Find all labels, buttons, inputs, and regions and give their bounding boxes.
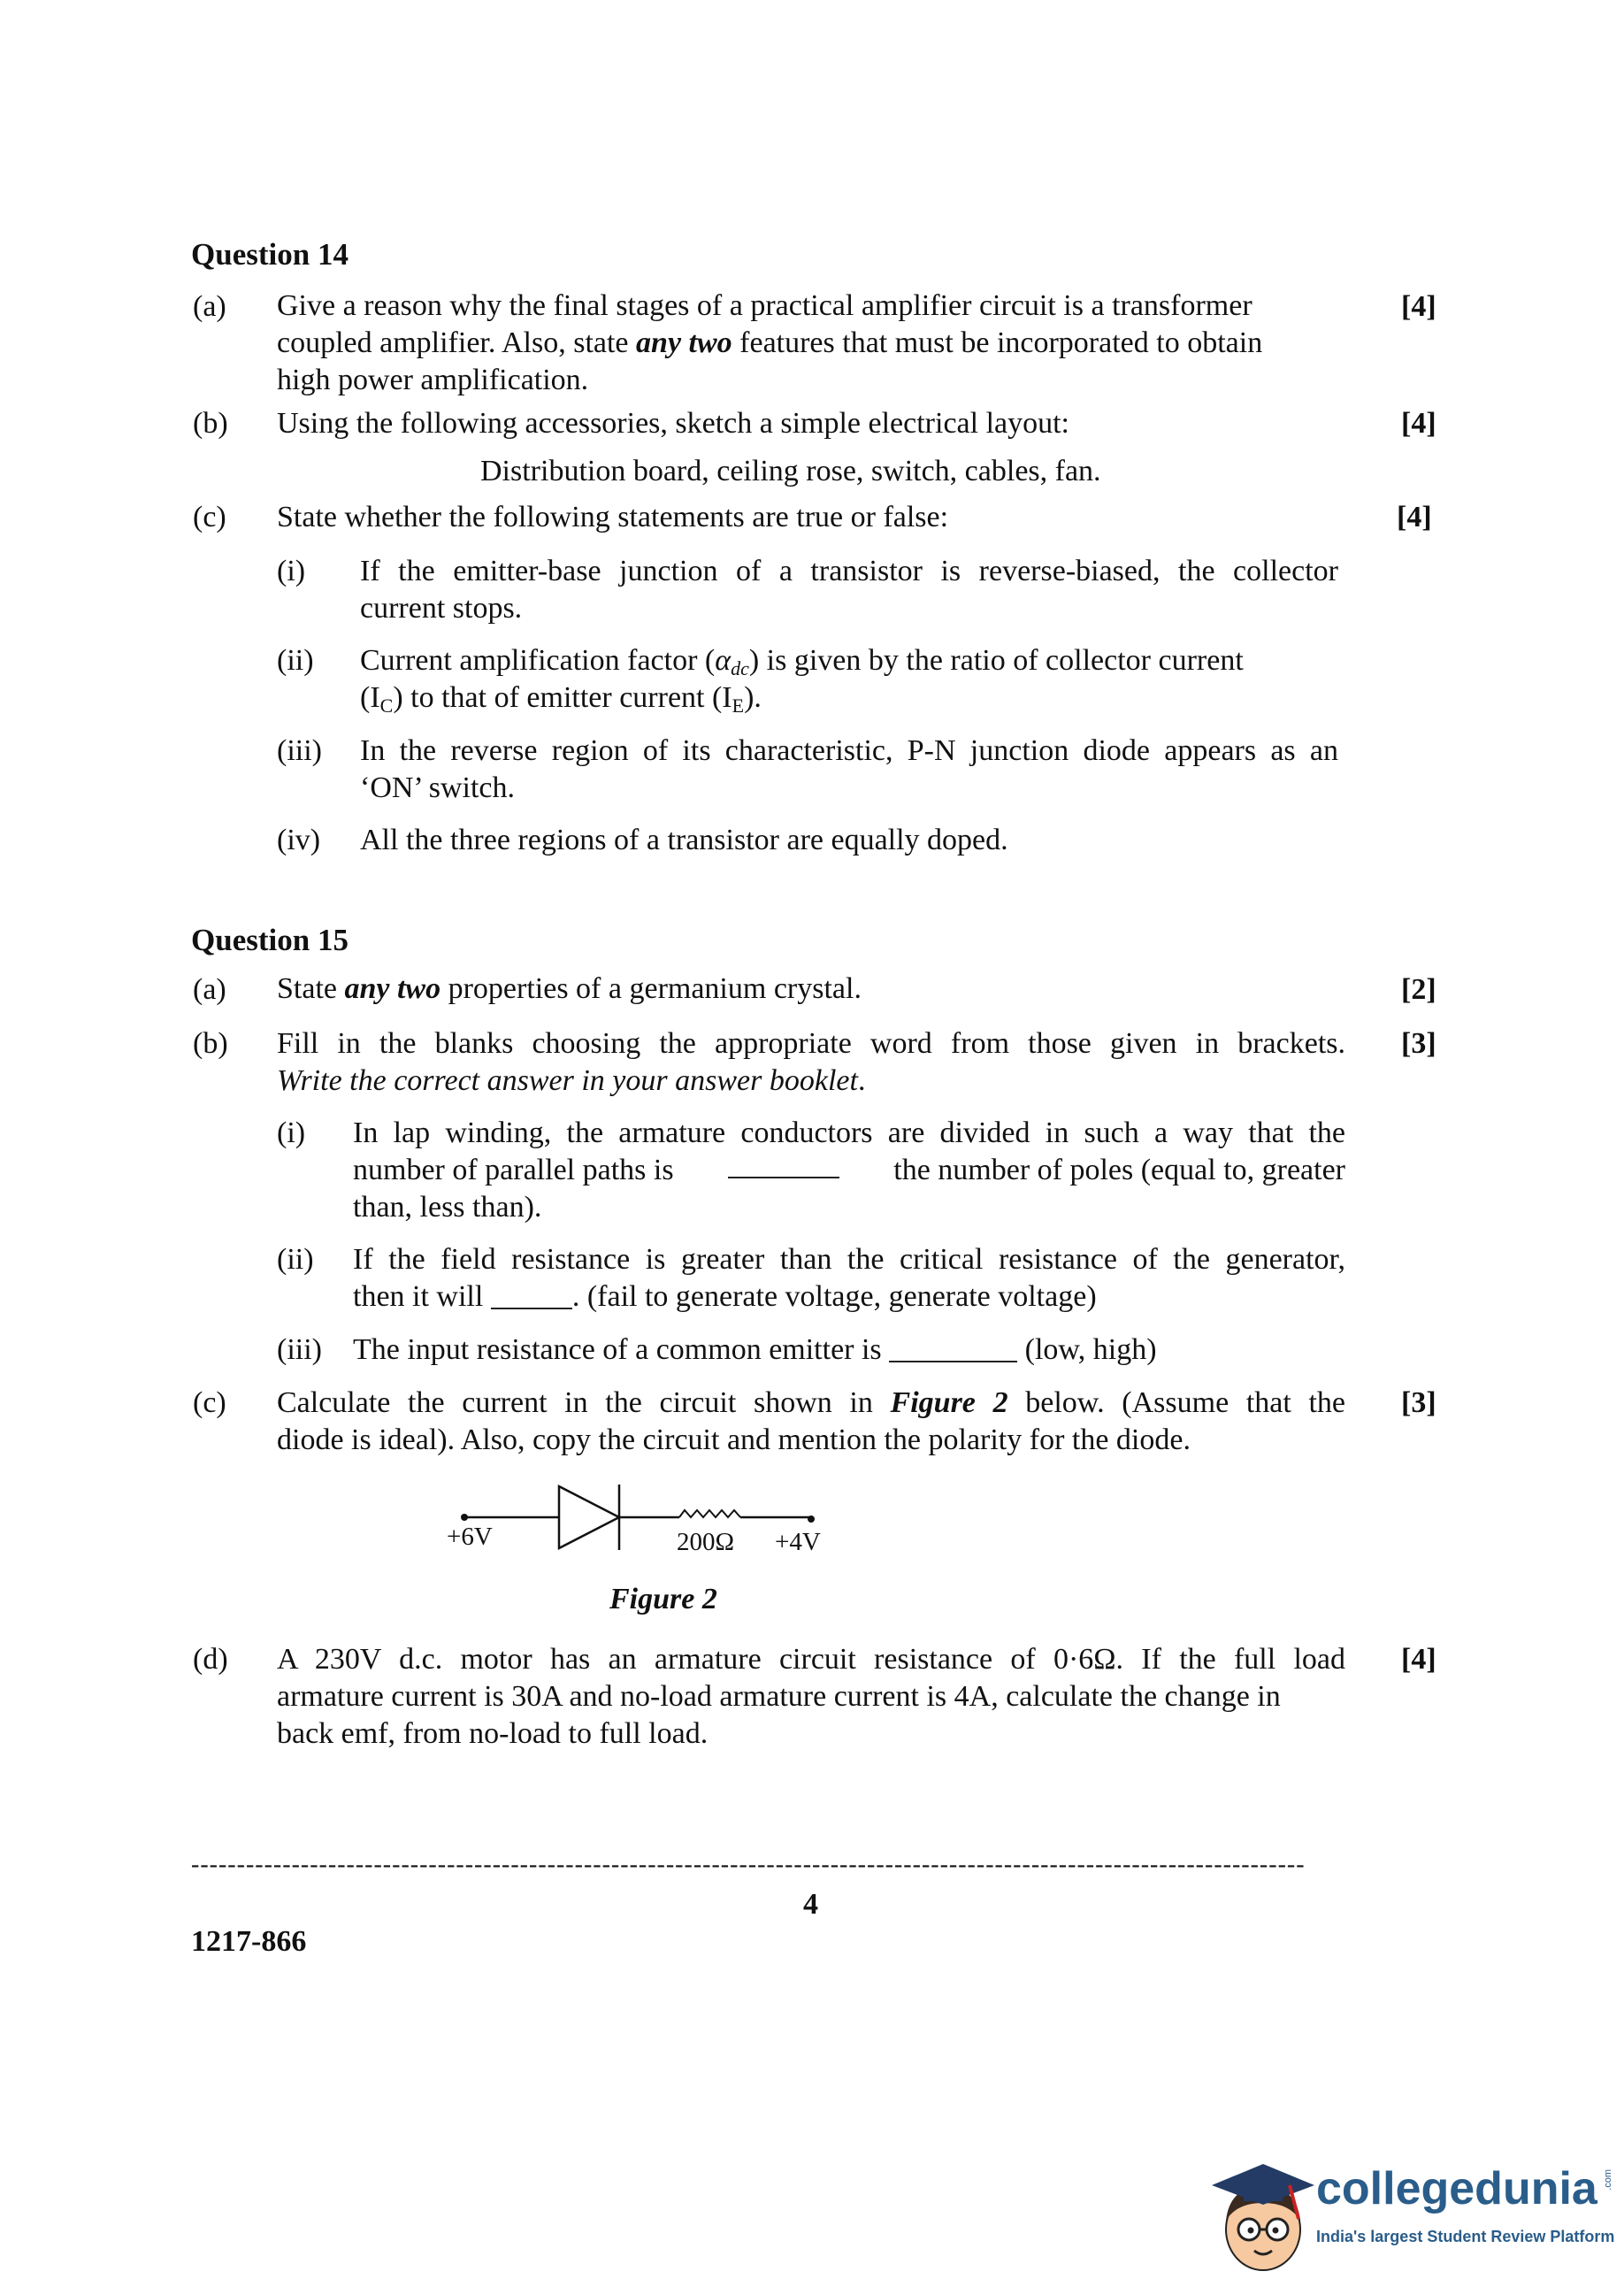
- q15-c-line1: Calculate the current in the circuit shown in Figure 2 below. (Assume that the: [277, 1386, 1346, 1419]
- q15-b-iii-label: (iii): [277, 1333, 322, 1366]
- voltage-left-label: +6V: [447, 1523, 493, 1551]
- q14-a-line3: high power amplification.: [277, 364, 589, 396]
- question-15-title: Question 15: [191, 923, 349, 957]
- page-number: 4: [803, 1888, 818, 1921]
- resistor-label: 200Ω: [677, 1528, 735, 1556]
- q14-c-iv-label: (iv): [277, 824, 321, 856]
- q14-c-i-label: (i): [277, 555, 306, 587]
- q15-b-ii-line2: then it will . (fail to generate voltage, generate voltage): [353, 1280, 1097, 1313]
- q15-a-text: State any two properties of a germanium crystal.: [277, 972, 862, 1005]
- q15-b-i-line1: In lap winding, the armature conductors are divided in such a way that the: [353, 1116, 1345, 1149]
- voltage-right-label: +4V: [775, 1528, 821, 1556]
- answer-blank: [889, 1336, 1017, 1362]
- q15-c-label: (c): [193, 1386, 226, 1419]
- q14-c-iii-label: (iii): [277, 734, 322, 767]
- emphasis-any-two: any two: [636, 326, 732, 359]
- q15-b-ii-line1: If the field resistance is greater than the critical resistance of the generator,: [353, 1243, 1345, 1276]
- q14-c-i-line2: current stops.: [360, 592, 523, 625]
- q14-c-ii-label: (ii): [277, 644, 314, 677]
- circuit-diagram: [442, 1477, 849, 1575]
- q14-b-text: Using the following accessories, sketch a simple electrical layout:: [277, 407, 1070, 440]
- q15-b-i-line2: number of parallel paths is the number of poles (equal to, greater: [353, 1154, 1345, 1186]
- q14-c-ii-line2: $(I_C)$ to that of emitter current $(I_E)$.: [360, 681, 762, 717]
- q15-b-iii-line1: The input resistance of a common emitter is (low, high): [353, 1333, 1157, 1366]
- q15-b-i-label: (i): [277, 1116, 306, 1149]
- figure-2-caption: Figure 2: [609, 1583, 717, 1615]
- paper-code: 1217-866: [191, 1925, 307, 1958]
- brand-name: collegedunia: [1316, 2163, 1597, 2214]
- brand-suffix: .com: [1603, 2169, 1613, 2191]
- q15-a-label: (a): [193, 973, 226, 1006]
- q14-c-iii-line2: ‘ON’ switch.: [360, 771, 515, 804]
- q15-d-line3: back emf, from no-load to full load.: [277, 1717, 709, 1750]
- q15-d-marks: [4]: [1401, 1643, 1436, 1676]
- q14-c-iii-line1: In the reverse region of its characteristic, P-N junction diode appears as an: [360, 734, 1338, 767]
- resistor: [679, 1510, 740, 1517]
- answer-blank: [491, 1283, 572, 1309]
- right-terminal: [808, 1515, 815, 1523]
- question-14-title: Question 14: [191, 237, 349, 272]
- q14-c-marks: [4]: [1397, 501, 1432, 533]
- q15-d-line2: armature current is 30A and no-load armature current is 4A, calculate the change in: [277, 1680, 1281, 1713]
- q15-c-line2: diode is ideal). Also, copy the circuit and mention the polarity for the diode.: [277, 1423, 1191, 1456]
- q15-d-line1: A 230V d.c. motor has an armature circuit resistance of 0·6Ω. If the full load: [277, 1643, 1345, 1676]
- alpha-symbol: α: [715, 644, 732, 677]
- answer-blank: [728, 1152, 839, 1178]
- q15-b-line1: Fill in the blanks choosing the appropriate word from those given in brackets.: [277, 1027, 1345, 1060]
- figure-2-ref: Figure 2: [890, 1386, 1008, 1419]
- q15-b-ii-label: (ii): [277, 1243, 314, 1276]
- footer-divider: --------------------------------------------------------------------------------------------------------------------------: [191, 1851, 1306, 1878]
- q15-b-label: (b): [193, 1027, 228, 1060]
- q14-a-marks: [4]: [1401, 290, 1436, 323]
- q14-b-label: (b): [193, 407, 228, 440]
- q14-b-marks: [4]: [1401, 407, 1436, 440]
- q14-c-iv-line1: All the three regions of a transistor are equally doped.: [360, 824, 1008, 856]
- q14-c-ii-line1: Current amplification factor $(\alpha_{dc})$ is given by the ratio of collector current: [360, 644, 1244, 679]
- q14-a-line1: Give a reason why the final stages of a practical amplifier circuit is a transformer: [277, 289, 1252, 322]
- emphasis-any-two: any two: [344, 972, 441, 1005]
- q14-b-list: Distribution board, ceiling rose, switch, cables, fan.: [480, 455, 1101, 487]
- brand-tagline: India's largest Student Review Platform: [1316, 2228, 1615, 2245]
- q15-a-marks: [2]: [1401, 973, 1436, 1006]
- student-mascot-icon: [1203, 2152, 1322, 2275]
- q15-d-label: (d): [193, 1643, 228, 1676]
- q14-c-i-line1: If the emitter-base junction of a transistor is reverse-biased, the collector: [360, 555, 1338, 587]
- q15-b-marks: [3]: [1401, 1027, 1436, 1060]
- q15-c-marks: [3]: [1401, 1386, 1436, 1419]
- q14-c-label: (c): [193, 501, 226, 533]
- q14-c-text: State whether the following statements are true or false:: [277, 501, 949, 533]
- q14-a-line2: coupled amplifier. Also, state any two features that must be incorporated to obtain: [277, 326, 1263, 359]
- q14-a-label: (a): [193, 290, 226, 323]
- q15-b-line2: Write the correct answer in your answer booklet.: [277, 1064, 866, 1097]
- diode-triangle: [559, 1486, 619, 1548]
- q15-b-i-line3: than, less than).: [353, 1191, 542, 1224]
